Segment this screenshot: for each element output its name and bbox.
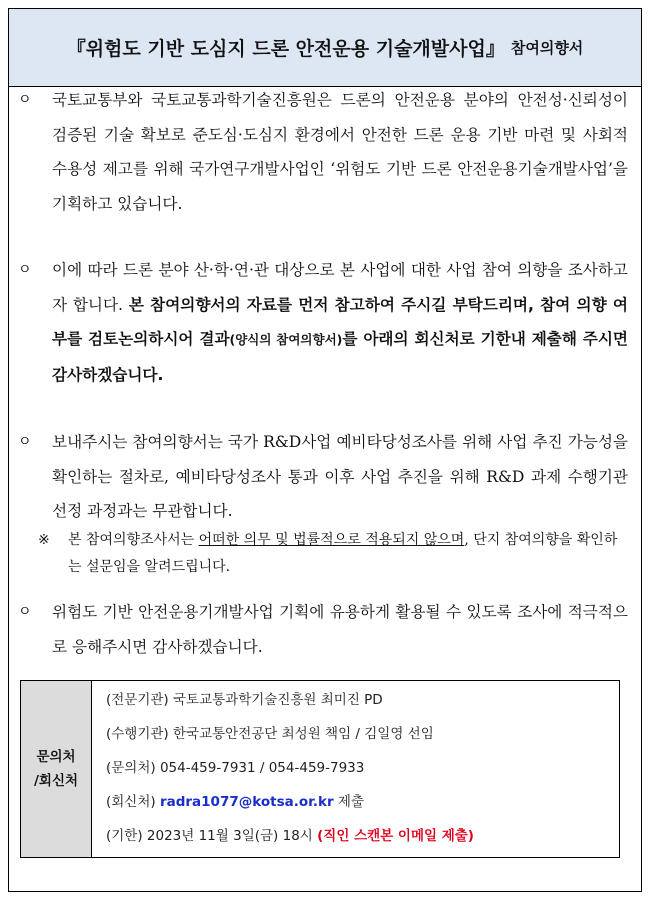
contact-details [92,681,619,857]
paragraph-1-text: 국토교통부와 국토교통과학기술진흥원은 드론의 안전운용 분야의 안전성·신뢰성이 검증된 기술 확보로 준도심·도심지 환경에서 안전한 드론 운용 기반 마련 및 사회적 수용성 제고를 위해 국가연구개발사업인 ‘위험도 기반 드론 안전운용기술개발사업’을 기획하고 있습니다. [52,91,628,213]
document-header [9,9,641,87]
paragraph-1 [18,83,628,221]
note-text-1: 본 참여의향조사서는 [68,532,199,548]
note [38,527,630,581]
paragraph-2-bold-2: 를 아래의 회신처로 기한내 제출해 주시면 감사하겠습니다. [52,330,628,384]
contact-deadline [106,819,619,853]
note-text-2: , 단지 참여의향을 확인하는 설문임을 알려드립니다. [68,532,618,575]
deadline-note: (직인 스캔본 이메일 제출) [317,828,474,844]
contact-label [21,681,92,857]
paragraph-2 [18,253,628,392]
paragraph-2-text [52,253,628,392]
paragraph-3-text: 보내주시는 참여의향서는 국가 R&D사업 예비타당성조사를 위해 사업 추진 가능성을 확인하는 절차로, 예비타당성조사 통과 이후 사업 추진을 위해 R&D 과제 수행기관 선정 과정과는 무관합니다. [52,433,628,520]
bullet-circle: ㅇ [18,262,32,278]
deadline-text: (기한) 2023년 11월 3일(금) 18시 [106,828,318,844]
contact-reply [106,785,619,819]
paragraph-4 [18,595,628,664]
contact-label-line2: /회신처 [33,773,79,789]
note-text [68,527,630,581]
paragraph-4-text: 위험도 기반 안전운용기개발사업 기획에 유용하게 활용될 수 있도록 조사에 적극적으로 응해주시면 감사하겠습니다. [52,603,628,656]
document-subtitle: 참여의향서 [510,39,584,57]
reference-mark-icon: ※ [38,532,50,548]
contact-executor: (수행기관) 한국교통안전공단 최성원 책임 / 김일영 선임 [106,726,434,742]
paragraph-2-bold-small: (양식의 참여의향서) [229,332,343,347]
reply-prefix: (회신처) [106,794,160,810]
document-title: 『위험도 기반 도심지 드론 안전운용 기술개발사업』 [66,38,505,60]
contact-box [20,680,620,858]
contact-inquiry: (문의처) 054-459-7931 / 054-459-7933 [106,760,365,776]
paragraph-2-plain: 이에 따라 드론 분야 산·학·연·관 대상으로 본 사업에 대한 사업 참여 의향을 조사하고자 합니다. [52,261,628,314]
paragraph-2-bold-1: 본 참여의향서의 자료를 먼저 참고하여 주시길 부탁드리며, 참여 의향 여부를 검토논의하시어 결과 [52,295,628,348]
bullet-circle: ㅇ [18,604,32,620]
paragraph-3 [18,425,628,529]
contact-label-line1: 문의처 [36,749,76,765]
bullet-circle: ㅇ [18,92,32,108]
reply-suffix: 제출 [333,794,364,810]
note-text-underlined: 어떠한 의무 및 법률적으로 적용되지 않으며 [198,532,465,548]
bullet-circle: ㅇ [18,434,32,450]
reply-email-link[interactable]: radra1077@kotsa.or.kr [159,794,334,810]
contact-expert: (전문기관) 국토교통과학기술진흥원 최미진 PD [106,692,383,708]
